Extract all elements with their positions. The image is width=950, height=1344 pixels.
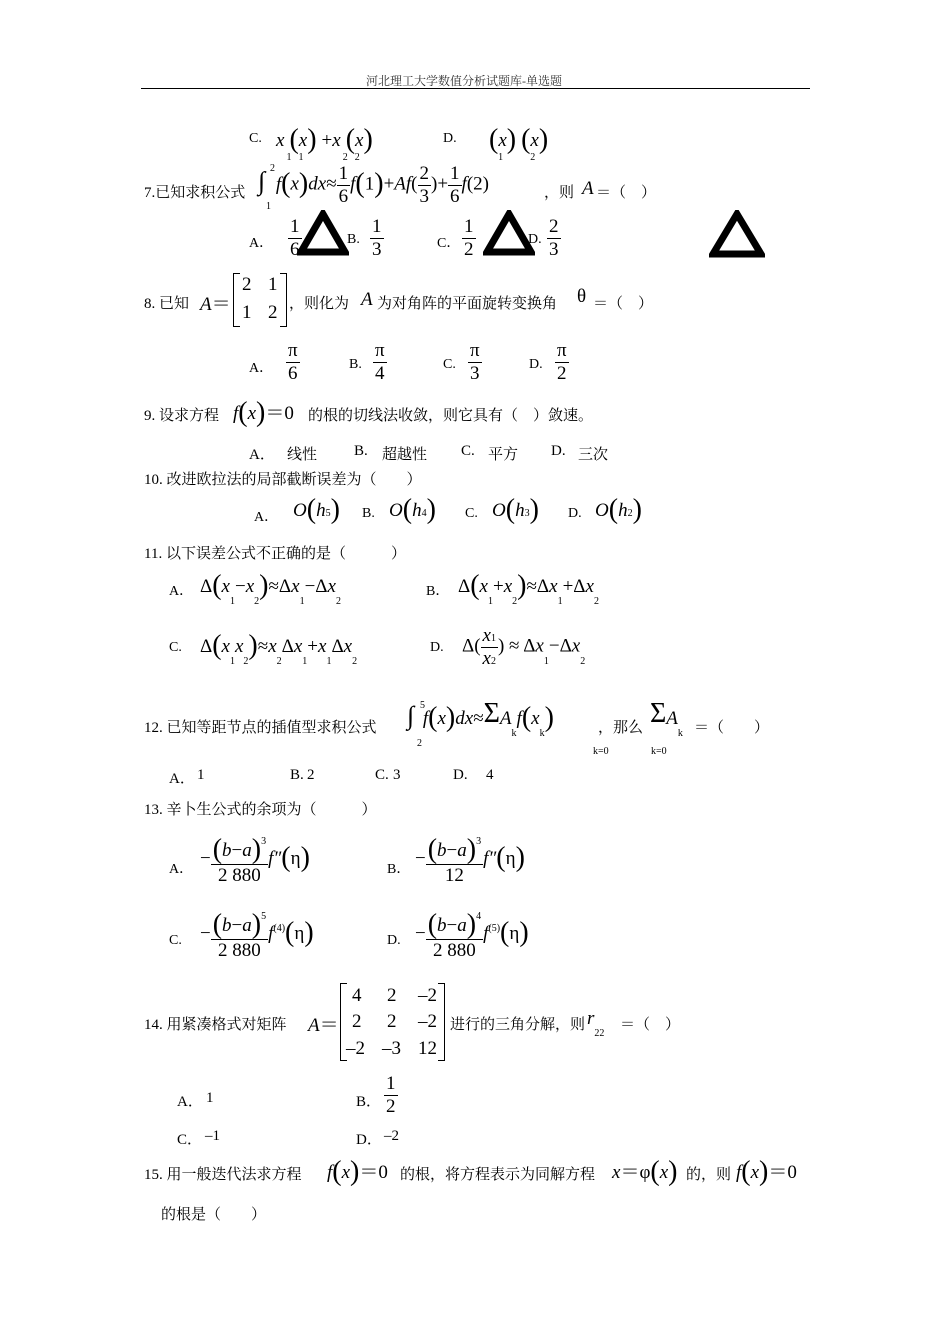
q14-option-c-label: C． <box>177 1132 203 1148</box>
q7-blank: ＝（ ） <box>596 185 657 201</box>
q14-matrix-r1c2: 2 <box>387 985 397 1006</box>
q13-prefix: 13. 辛卜生公式的余项为（ ） <box>144 802 377 818</box>
q14-option-d-label: D． <box>356 1132 382 1148</box>
q10-option-c-formula: O(h3) <box>492 494 539 525</box>
q12-blank: ＝（ ） <box>694 720 770 736</box>
q15-prefix: 15. 用一般迭代法求方程 <box>144 1167 302 1183</box>
q13-option-b-label: B． <box>387 862 411 877</box>
q7-var-a: A <box>582 178 594 199</box>
q9-option-d-label: D. <box>551 443 566 459</box>
q9-equation: f(x)＝0 <box>233 397 294 428</box>
q13-option-a-label: A． <box>169 862 194 877</box>
q8-option-b-fraction: $\frac{\pi}{4}$ <box>375 340 385 384</box>
q13-option-c-formula: − $\frac{(b-a)^5}{2 880}$ $f^{(4)}(\eta)$ <box>200 909 314 962</box>
q9-option-b-label: B. <box>354 443 368 459</box>
q14-matrix-r2c3: –2 <box>418 1011 437 1032</box>
q9-option-c-label: C. <box>461 443 475 459</box>
q13-option-a-formula: − $\frac{(b-a)^3}{2 880}$ f″(η) <box>200 834 310 887</box>
q12-option-d-label: D. <box>453 767 468 783</box>
q13-option-c-label: C. <box>169 933 182 948</box>
q15-equation-f: f(x)＝0 <box>327 1156 388 1187</box>
q11-option-d-formula: Δ( $\frac{x1}{x2}$ ) ≈ $\Delta x_1-\Delta x_2$ <box>462 625 586 669</box>
q6-option-c-label: C. <box>249 131 262 146</box>
q12-option-c-text: 3 <box>393 767 401 783</box>
q11-option-c-label: C. <box>169 640 182 655</box>
q12-option-b-text: 2 <box>307 767 315 783</box>
q14-option-d-text: –2 <box>384 1128 399 1144</box>
q8-matrix-r1c1: 2 <box>242 274 252 295</box>
q15-mid2: 的，则 <box>686 1167 732 1183</box>
q12-option-a-text: 1 <box>197 767 205 783</box>
q8-var-a: A＝ <box>200 294 231 315</box>
q14-blank: ＝（ ） <box>620 1017 681 1033</box>
q14-option-b-fraction: $\frac{1}{2}$ <box>386 1073 396 1117</box>
q7-option-a-fraction: $\frac{1}{6}$ <box>290 216 300 260</box>
q9-option-d-text: 三次 <box>578 447 609 463</box>
q6-option-d-label: D. <box>443 131 457 146</box>
q9-option-a-label: A． <box>249 447 275 463</box>
q14-prefix: 14. 用紧凑格式对矩阵 <box>144 1017 287 1033</box>
q8-blank: ＝（ ） <box>593 296 654 312</box>
q8-matrix-r1c2: 1 <box>268 274 278 295</box>
q8-matrix-right-bracket <box>280 273 287 327</box>
q9-option-c-text: 平方 <box>488 447 519 463</box>
q7-option-c-fraction: $\frac{1}{2}$ <box>464 216 474 260</box>
q14-option-c-text: –1 <box>205 1128 220 1144</box>
q11-prefix: 11. 以下误差公式不正确的是（ ） <box>144 546 406 562</box>
q14-option-b-label: B． <box>356 1094 382 1110</box>
q11-option-d-label: D. <box>430 640 444 655</box>
q8-var-a2: A <box>361 289 373 310</box>
q15-mid: 的根，将方程表示为同解方程 <box>400 1167 596 1183</box>
q9-prefix: 9. 设求方程 <box>144 408 220 424</box>
triangle-watermark-icon <box>483 210 535 256</box>
q14-matrix-r3c3: 12 <box>418 1038 437 1059</box>
q11-option-a-label: A． <box>169 584 194 599</box>
header-rule <box>141 88 810 89</box>
q11-option-c-formula: $\Delta(x_1x_2)\approx x_2\Delta x_1+x_1\Delta x_2$ <box>200 630 358 667</box>
triangle-watermark-icon <box>297 210 349 256</box>
q10-option-d-formula: O(h2) <box>595 494 642 525</box>
q13-option-d-formula: − $\frac{(b-a)^4}{2 880}$ $f^{(5)}(\eta)$ <box>415 909 529 962</box>
q7-option-b-label: B. <box>347 232 360 247</box>
q12-quadrature-formula: ∫ 5 2 f(x)dx≈Σ k=0 $A_kf(x_k)$ <box>407 698 609 757</box>
q8-prefix: 8. 已知 <box>144 296 190 312</box>
q12-option-d-text: 4 <box>486 767 494 783</box>
q7-option-d-label: D. <box>528 232 542 247</box>
q13-option-b-formula: − $\frac{(b-a)^3}{12}$ f″(η) <box>415 834 525 887</box>
q8-option-d-label: D. <box>529 357 543 372</box>
q15-equation-phi: x＝φ(x) <box>612 1156 678 1187</box>
q6-option-c-formula: $x_1(x)_1+x_2(x)_2$ <box>276 124 373 163</box>
q14-var-a: A＝ <box>308 1015 339 1036</box>
q12-option-c-label: C. <box>375 767 389 783</box>
q10-option-b-formula: O(h4) <box>389 494 436 525</box>
q8-matrix-r2c2: 2 <box>268 302 278 323</box>
q14-matrix-right-bracket <box>438 983 445 1061</box>
q12-mid: ，那么 <box>598 720 644 736</box>
q10-option-d-label: D. <box>568 506 582 521</box>
q7-option-a-label: A． <box>249 236 274 251</box>
q8-option-a-label: A． <box>249 361 274 376</box>
q15-line2: 的根是（ ） <box>161 1207 267 1223</box>
q8-matrix-r2c1: 1 <box>242 302 252 323</box>
q7-option-c-label: C． <box>437 236 461 251</box>
q10-prefix: 10. 改进欧拉法的局部截断误差为（ ） <box>144 472 422 488</box>
q13-option-d-label: D. <box>387 933 401 948</box>
q7-option-b-fraction: $\frac{1}{3}$ <box>372 216 382 260</box>
q12-option-a-label: A． <box>169 771 195 787</box>
q7-prefix: 7.已知求积公式 <box>144 185 246 201</box>
q12-sum-ak: Σ k=0 $A_k$ <box>650 698 683 757</box>
q8-option-c-fraction: $\frac{\pi}{3}$ <box>470 340 480 384</box>
q9-option-b-text: 超越性 <box>382 447 428 463</box>
q8-option-d-fraction: $\frac{\pi}{2}$ <box>557 340 567 384</box>
q11-option-a-formula: $\Delta(x_1-x_2)\approx\Delta x_1-\Delta x_2$ <box>200 570 341 607</box>
q8-option-a-fraction: $\frac{\pi}{6}$ <box>288 340 298 384</box>
q14-matrix-r3c1: –2 <box>346 1038 365 1059</box>
q14-mid: 进行的三角分解，则 <box>450 1017 586 1033</box>
page-header-title: 河北理工大学数值分析试题库-单选题 <box>366 74 562 88</box>
q14-matrix-r2c2: 2 <box>387 1011 397 1032</box>
q10-option-c-label: C. <box>465 506 478 521</box>
q8-theta: θ <box>577 286 587 307</box>
q7-option-d-fraction: $\frac{2}{3}$ <box>549 216 559 260</box>
q15-equation-f2: f(x)＝0 <box>736 1156 797 1187</box>
q14-matrix-r1c3: –2 <box>418 985 437 1006</box>
q10-option-a-formula: O(h5) <box>293 494 340 525</box>
q9-option-a-text: 线性 <box>287 447 318 463</box>
q11-option-b-formula: $\Delta(x_1+x_2)\approx\Delta x_1+\Delta x_2$ <box>458 570 599 607</box>
q14-option-a-text: 1 <box>206 1090 214 1106</box>
q9-suffix: 的根的切线法收敛，则它具有（ ）敛速。 <box>308 408 594 424</box>
q10-option-b-label: B. <box>362 506 375 521</box>
q8-option-c-label: C. <box>443 357 456 372</box>
q8-option-b-label: B. <box>349 357 362 372</box>
q8-mid2: 为对角阵的平面旋转变换角 <box>377 296 558 312</box>
q10-option-a-label: A． <box>254 510 279 525</box>
q14-r22: $r_{22}$ <box>587 1008 605 1039</box>
q14-matrix-r2c1: 2 <box>352 1011 362 1032</box>
q11-option-b-label: B． <box>426 584 450 599</box>
q8-matrix-left-bracket <box>233 273 240 327</box>
q14-matrix-r3c2: –3 <box>382 1038 401 1059</box>
q14-option-a-label: A． <box>177 1094 203 1110</box>
q12-prefix: 12. 已知等距节点的插值型求积公式 <box>144 720 377 736</box>
q7-suffix: ，则 <box>544 185 575 201</box>
q8-mid: ，则化为 <box>289 296 350 312</box>
q6-option-d-formula: $(x)_1(x)_2$ <box>489 124 549 163</box>
q12-option-b-label: B. <box>290 767 304 783</box>
q7-integral-formula: ∫ 2 1 f(x)dx≈ $\frac{1}{6}$ f(1)+Af( $\frac{2}{3}$ )+ $\frac{1}{6}$ f(2) <box>258 163 489 212</box>
q14-matrix-r1c1: 4 <box>352 985 362 1006</box>
triangle-watermark-icon <box>709 210 765 258</box>
